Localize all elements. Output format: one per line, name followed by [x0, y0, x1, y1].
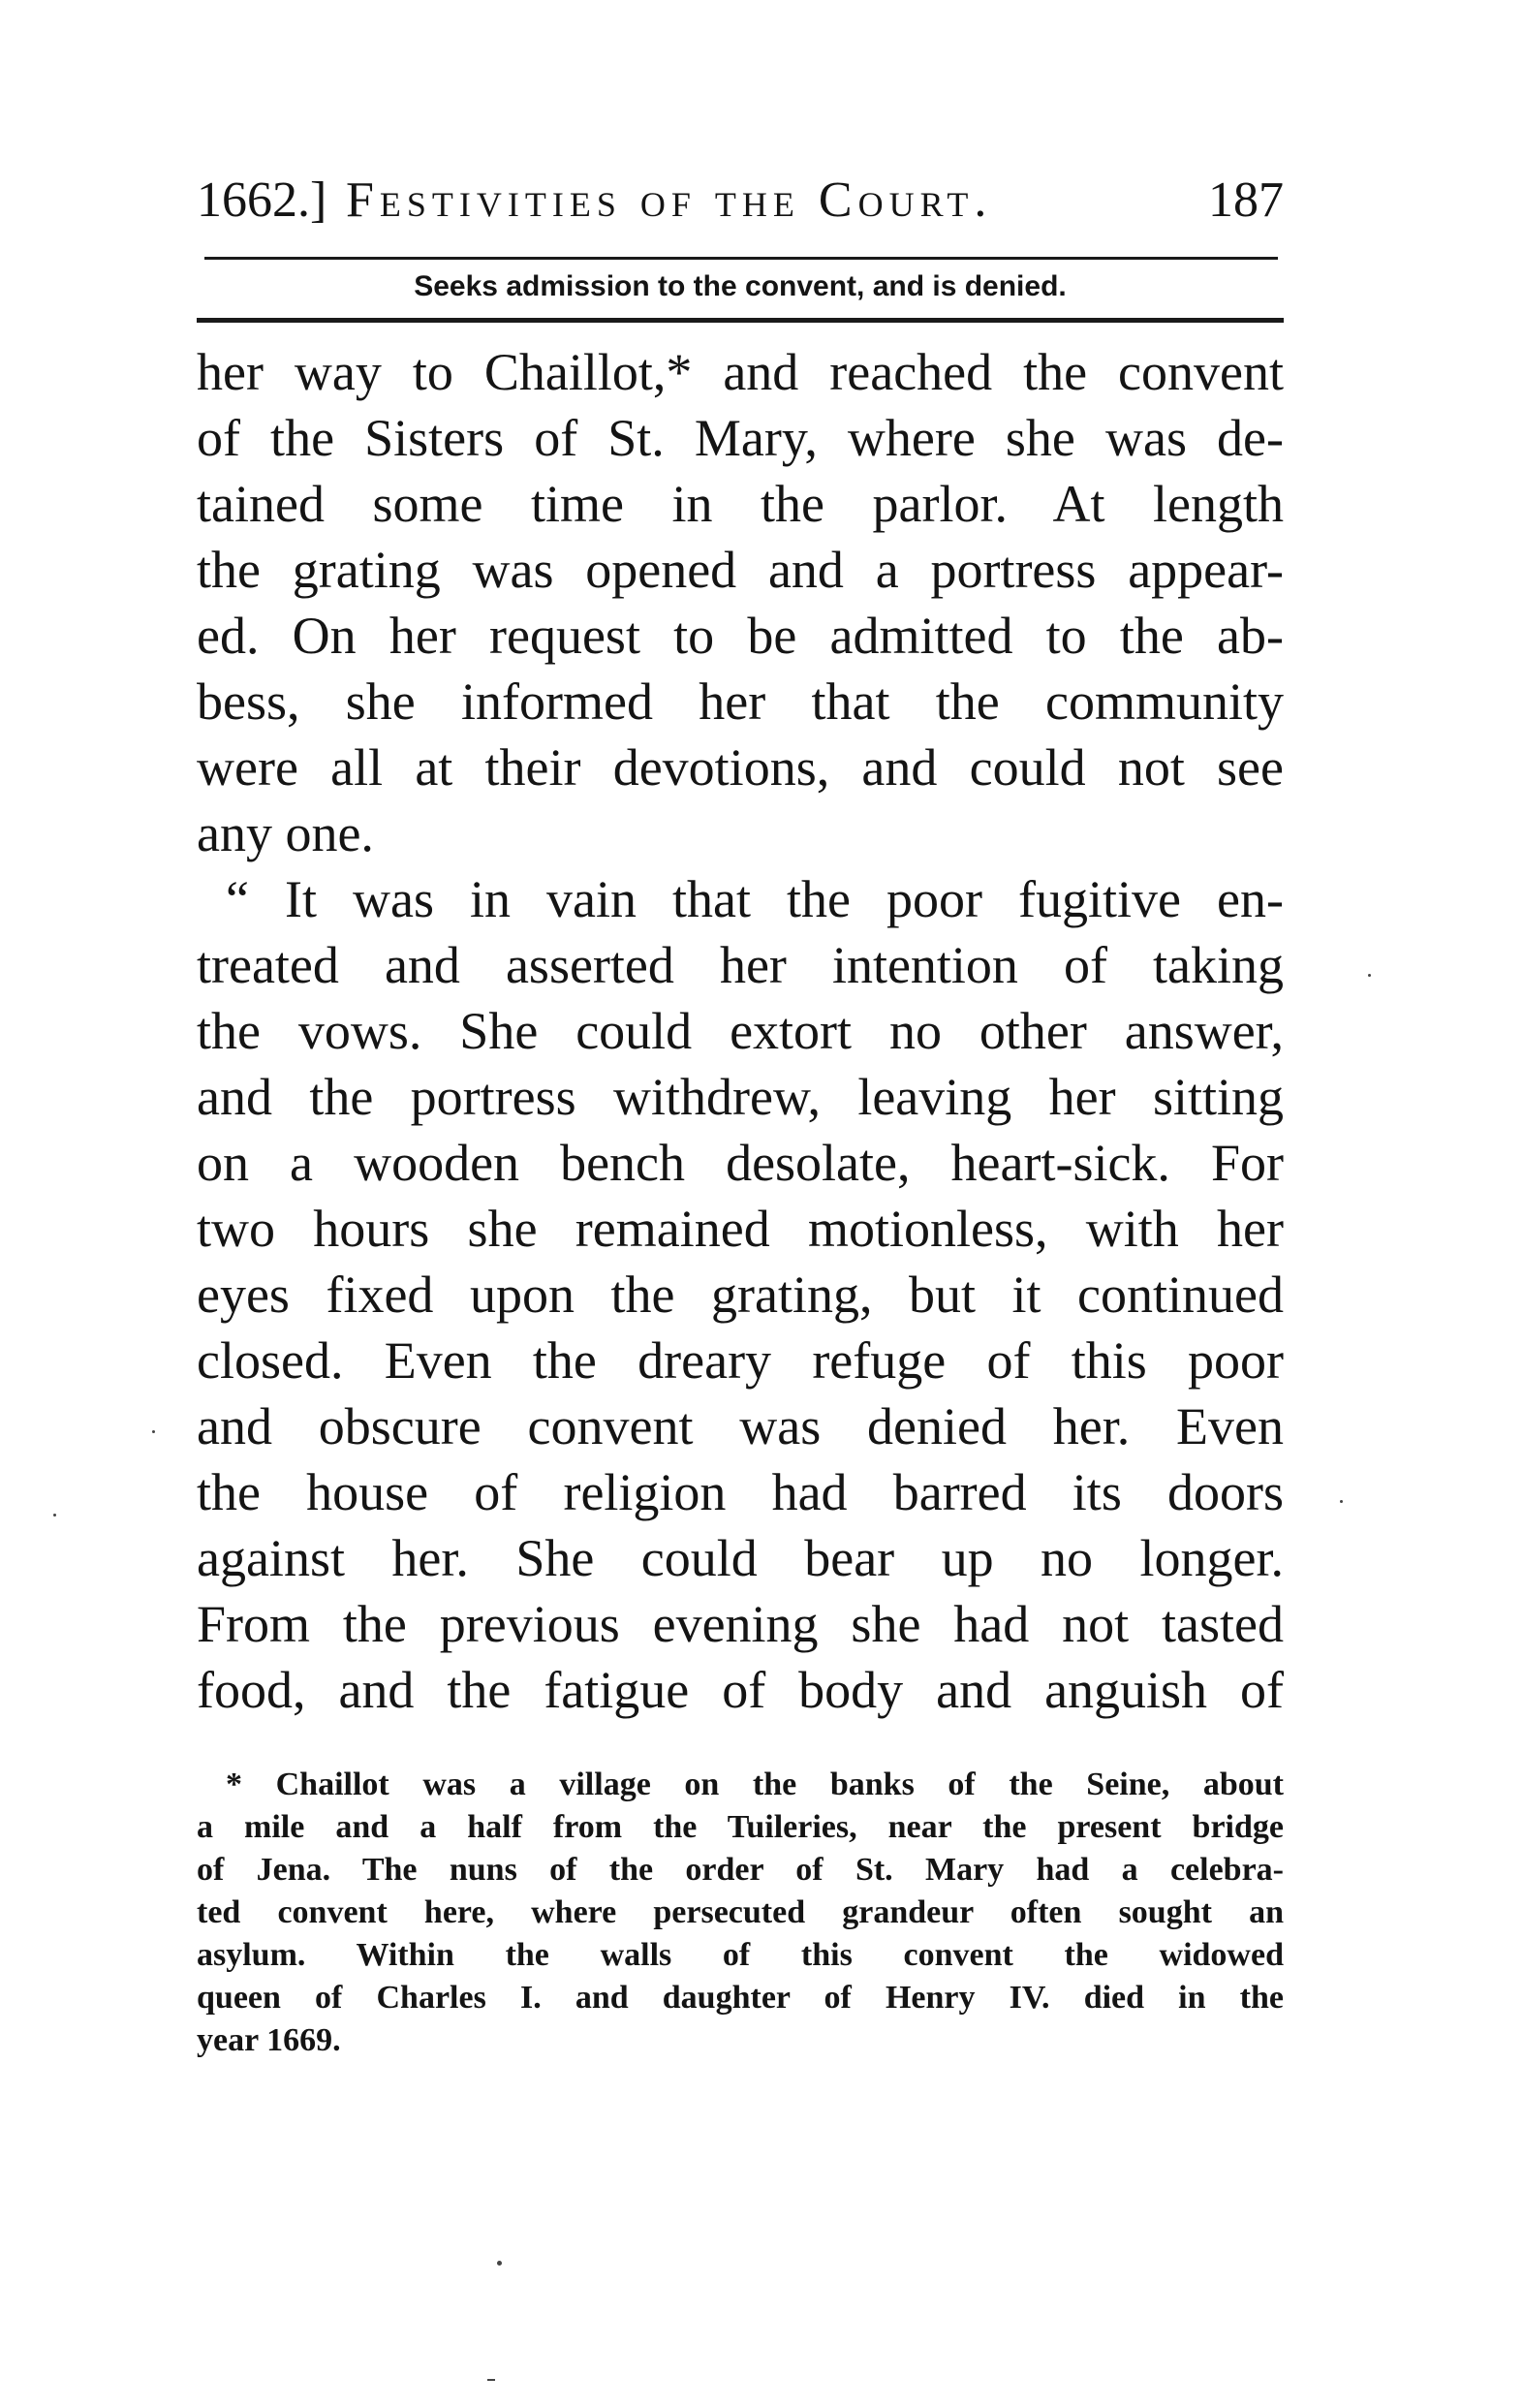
footnote-line: a mile and a half from the Tuileries, near the present bridge: [197, 1809, 1284, 1845]
body-line: food, and the fatigue of body and anguish of: [197, 1661, 1284, 1719]
body-line: tained some time in the parlor. At length: [197, 475, 1284, 533]
footnote-line: queen of Charles I. and daughter of Henry IV. died in the: [197, 1980, 1284, 2016]
footnote-line: ted convent here, where persecuted grandeur often sought an: [197, 1894, 1284, 1930]
body-line: ed. On her request to be admitted to the ab-: [197, 607, 1284, 665]
body-line: closed. Even the dreary refuge of this poor: [197, 1331, 1284, 1390]
body-line: against her. She could bear up no longer.: [197, 1529, 1284, 1587]
body-line: the house of religion had barred its doors: [197, 1463, 1284, 1521]
body-line: treated and asserted her intention of taking: [197, 936, 1284, 994]
page-number: 187: [1208, 172, 1284, 228]
body-line: on a wooden bench desolate, heart-sick. For: [197, 1134, 1284, 1192]
page-subheading: Seeks admission to the convent, and is denied.: [414, 270, 1067, 302]
print-speck: [487, 2379, 495, 2381]
footnote-line: * Chaillot was a village on the banks of the Seine, about: [226, 1767, 1284, 1802]
print-speck: [152, 1430, 155, 1433]
footnote-line: asylum. Within the walls of this convent the widowed: [197, 1937, 1284, 1973]
print-speck: [1340, 1500, 1343, 1503]
body-line: two hours she remained motionless, with her: [197, 1200, 1284, 1258]
body-line: the vows. She could extort no other answer,: [197, 1002, 1284, 1060]
footnote-line: year 1669.: [197, 2022, 341, 2058]
body-line: “ It was in vain that the poor fugitive en-: [226, 870, 1284, 928]
body-line: were all at their devotions, and could not see: [197, 738, 1284, 797]
header-rule-top: [204, 257, 1278, 260]
body-line: of the Sisters of St. Mary, where she was de-: [197, 409, 1284, 467]
footnote-line: of Jena. The nuns of the order of St. Mary had a celebra-: [197, 1852, 1284, 1888]
print-speck: [497, 2261, 502, 2266]
running-header: [197, 167, 1284, 235]
body-line: the grating was opened and a portress appear-: [197, 541, 1284, 599]
body-line: eyes fixed upon the grating, but it continued: [197, 1266, 1284, 1324]
body-line: and obscure convent was denied her. Even: [197, 1397, 1284, 1455]
body-line: bess, she informed her that the community: [197, 672, 1284, 731]
body-line: any one.: [197, 804, 374, 862]
body-line: and the portress withdrew, leaving her sitting: [197, 1068, 1284, 1126]
header-year: 1662.]: [197, 172, 327, 228]
print-speck: [1368, 974, 1371, 977]
body-line: her way to Chaillot,* and reached the convent: [197, 343, 1284, 401]
header-title: Festivities of the Court.: [346, 172, 993, 228]
body-line: From the previous evening she had not tasted: [197, 1595, 1284, 1653]
print-speck: [53, 1514, 56, 1517]
header-rule-bottom: [197, 318, 1284, 323]
